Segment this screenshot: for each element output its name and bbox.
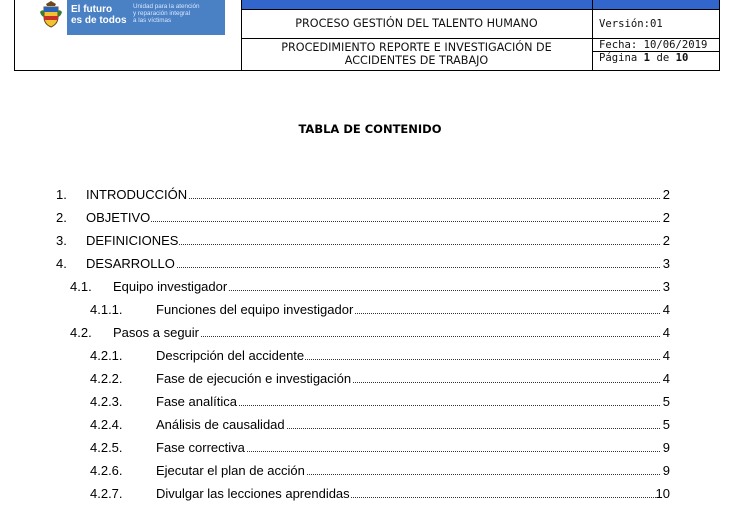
toc-entry-page: 5 (662, 394, 670, 409)
toc-entry-label: Análisis de causalidad (156, 417, 285, 432)
header-divider (241, 0, 242, 70)
toc-entry[interactable] (0, 417, 740, 436)
toc-entry-number: 4.2.5. (90, 440, 123, 455)
toc-entry-label: Equipo investigador (113, 279, 228, 294)
toc-entry[interactable] (0, 463, 740, 482)
toc-entry[interactable] (0, 486, 740, 505)
toc-entry-page: 2 (662, 233, 670, 248)
toc-entry-title (156, 417, 660, 433)
toc-entry-number: 4.2.2. (90, 371, 123, 386)
toc-entry-number: 4.2.7. (90, 486, 123, 501)
toc-entry-title (156, 440, 660, 456)
toc-entry[interactable] (0, 348, 740, 367)
toc-entry-label: Descripción del accidente (156, 348, 305, 363)
toc-entry-title (113, 325, 660, 341)
toc-entry-title (156, 463, 660, 479)
page-of: de (656, 52, 670, 64)
document-header (14, 0, 720, 71)
toc-entry[interactable] (0, 325, 740, 344)
organization-logo (37, 0, 227, 35)
toc-entry-label: Ejecutar el plan de acción (156, 463, 305, 478)
toc-entry-page: 4 (662, 302, 670, 317)
toc-entry-number: 4.1.1. (90, 302, 123, 317)
toc-entry-label: Divulgar las lecciones aprendidas (156, 486, 350, 501)
logo-unit-name: Unidad para la atención y reparación integral a las víctimas (133, 3, 200, 24)
procedure-name: PROCEDIMIENTO REPORTE E INVESTIGACIÓN DE ACCIDENTES DE TRABAJO (281, 41, 552, 67)
toc-entry-label: Fase analítica (156, 394, 237, 409)
toc-entry[interactable] (0, 233, 740, 252)
toc-entry-label: Fase correctiva (156, 440, 245, 455)
toc-entry[interactable] (0, 371, 740, 390)
toc-entry[interactable] (0, 210, 740, 229)
toc-entry-page: 3 (662, 256, 670, 271)
toc-entry-label: OBJETIVO (86, 210, 151, 225)
toc-entry-title (113, 279, 660, 295)
toc-entry-title (86, 187, 660, 203)
toc-entry-title (156, 394, 660, 410)
toc-entry-label: DESARROLLO (86, 256, 175, 271)
process-name: PROCESO GESTIÓN DEL TALENTO HUMANO (295, 17, 538, 30)
toc-entry-page: 4 (662, 348, 670, 363)
toc-entry-number: 4. (56, 256, 67, 271)
toc-entry-page: 4 (662, 371, 670, 386)
toc-entry[interactable] (0, 440, 740, 459)
toc-entry-title (156, 371, 660, 387)
toc-entry-title (156, 302, 660, 318)
toc-entry-page: 2 (662, 210, 670, 225)
toc-entry-page: 9 (662, 440, 670, 455)
toc-entry-number: 3. (56, 233, 67, 248)
toc-entry-number: 4.2.4. (90, 417, 123, 432)
toc-entry-page: 3 (662, 279, 670, 294)
toc-entry-page: 5 (662, 417, 670, 432)
toc-entry-label: DEFINICIONES (86, 233, 179, 248)
page-indicator (599, 52, 688, 64)
dot-leader (86, 221, 660, 222)
toc-entry[interactable] (0, 394, 740, 413)
toc-entry[interactable] (0, 302, 740, 321)
document-date: Fecha: 10/06/2019 (599, 39, 708, 51)
logo-slogan: El futuro es de todos (71, 4, 127, 26)
toc-entry-title (86, 256, 660, 272)
toc-entry-number: 4.2.3. (90, 394, 123, 409)
toc-entry-page: 10 (655, 486, 670, 501)
document-version: Versión:01 (599, 18, 663, 30)
toc-entry[interactable] (0, 279, 740, 298)
toc-entry-number: 4.2.6. (90, 463, 123, 478)
toc-entry-number: 4.1. (70, 279, 92, 294)
toc-entry-page: 9 (662, 463, 670, 478)
toc-entry[interactable] (0, 256, 740, 275)
toc-entry-title (156, 348, 660, 364)
toc-entry-number: 1. (56, 187, 67, 202)
toc-entry-number: 4.2. (70, 325, 92, 340)
toc-entry-title (86, 210, 660, 226)
toc-entry-label: Pasos a seguir (113, 325, 199, 340)
coat-of-arms-icon (39, 0, 63, 28)
page-label: Página (599, 52, 638, 64)
toc-title: TABLA DE CONTENIDO (298, 122, 442, 136)
toc-entry-page: 2 (662, 187, 670, 202)
toc-entry-number: 4.2.1. (90, 348, 123, 363)
header-divider (241, 9, 719, 10)
page-total: 10 (675, 52, 689, 64)
toc-entry-label: INTRODUCCIÓN (86, 187, 188, 202)
header-color-band (241, 0, 719, 9)
toc-entry-label: Funciones del equipo investigador (156, 302, 354, 317)
toc-entry-title (86, 233, 660, 249)
toc-entry[interactable] (0, 187, 740, 206)
header-divider (592, 0, 593, 70)
toc-entry-label: Fase de ejecución e investigación (156, 371, 352, 386)
page-current: 1 (643, 52, 651, 64)
toc-entry-page: 4 (662, 325, 670, 340)
toc-entry-number: 2. (56, 210, 67, 225)
